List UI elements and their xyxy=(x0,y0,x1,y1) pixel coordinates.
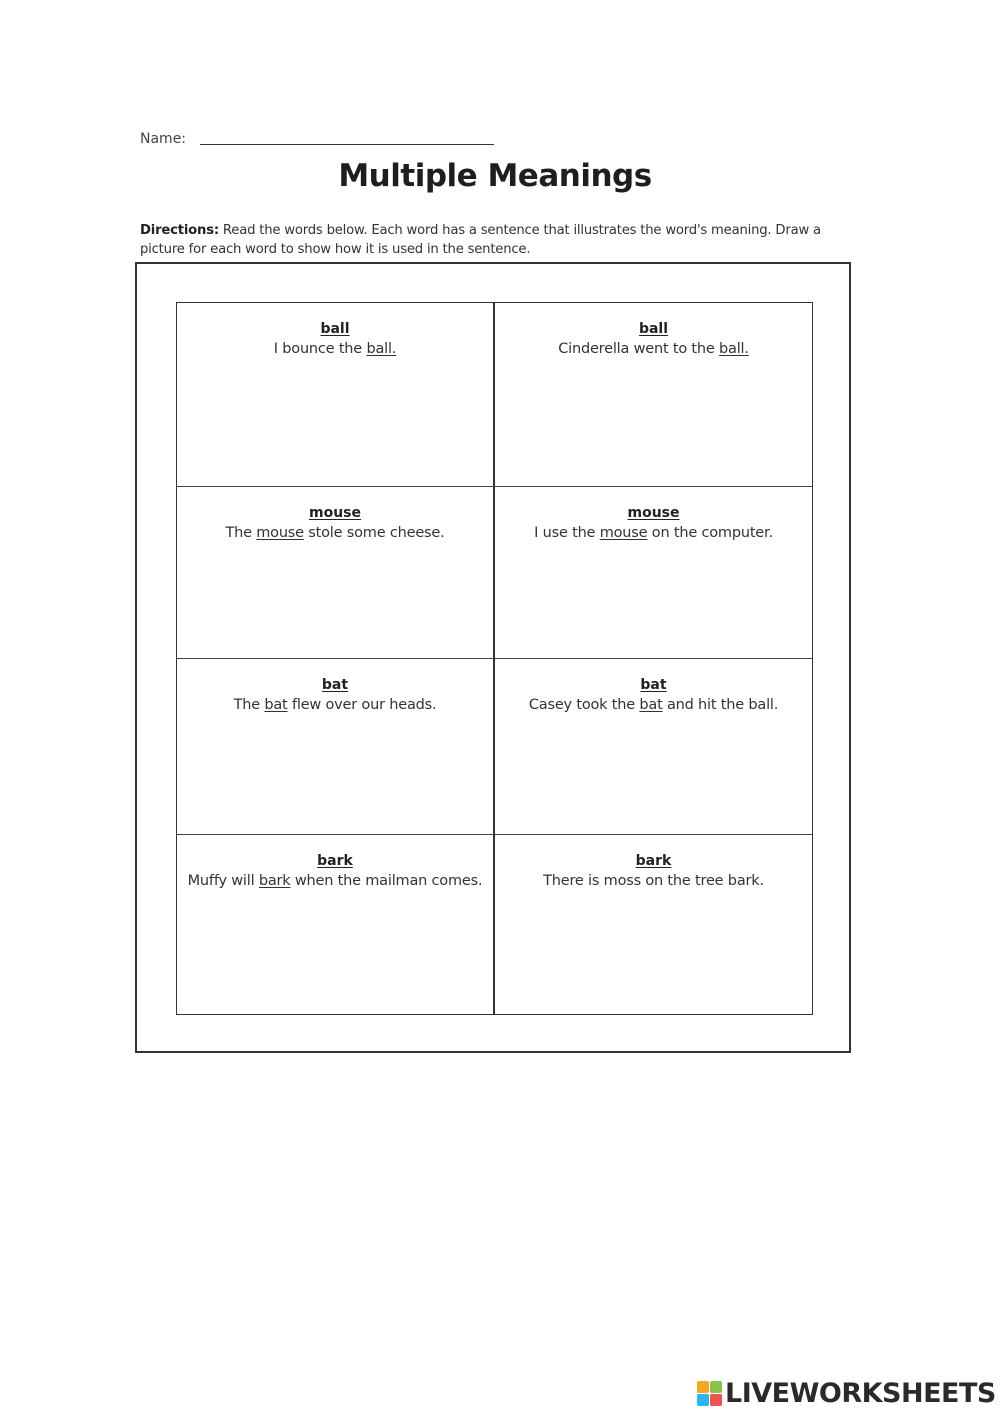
liveworksheets-brand xyxy=(697,1378,996,1409)
drawing-cell[interactable] xyxy=(495,659,812,835)
logo-square xyxy=(710,1394,722,1406)
drawing-cell[interactable] xyxy=(177,835,495,1014)
cell-word: bark xyxy=(317,853,353,869)
directions-text: Read the words below. Each word has a sentence that illustrates the word's meaning. Draw a picture for each word to show how it is used in the sentence. xyxy=(140,223,821,257)
directions-lead: Directions: xyxy=(140,223,219,238)
drawing-cell[interactable] xyxy=(177,659,495,835)
drawing-cell[interactable] xyxy=(495,835,812,1014)
cell-word: mouse xyxy=(627,505,680,521)
cell-sentence: There is moss on the tree bark. xyxy=(543,873,764,889)
cell-sentence: Cinderella went to the ball. xyxy=(558,341,749,357)
meanings-grid xyxy=(176,302,813,1015)
cell-sentence: Muffy will bark when the mailman comes. xyxy=(187,873,483,889)
cell-word: bat xyxy=(640,677,667,693)
cell-word: bark xyxy=(635,853,672,869)
drawing-cell[interactable] xyxy=(177,303,495,487)
cell-word: bat xyxy=(321,677,349,693)
directions xyxy=(140,221,840,259)
liveworksheets-logo-icon xyxy=(697,1381,722,1406)
cell-sentence: I bounce the ball. xyxy=(273,341,397,357)
cell-sentence: Casey took the bat and hit the ball. xyxy=(528,697,779,713)
cell-word: ball xyxy=(638,321,669,337)
drawing-cell[interactable] xyxy=(495,487,812,659)
logo-square xyxy=(697,1381,709,1393)
cell-sentence: The mouse stole some cheese. xyxy=(225,525,445,541)
page-title: Multiple Meanings xyxy=(338,158,652,194)
drawing-cell[interactable] xyxy=(495,303,812,487)
cell-word: ball xyxy=(320,321,350,337)
cell-word: mouse xyxy=(308,505,361,521)
logo-square xyxy=(697,1394,709,1406)
drawing-cell[interactable] xyxy=(177,487,495,659)
logo-square xyxy=(710,1381,722,1393)
cell-sentence: The bat flew over our heads. xyxy=(233,697,437,713)
name-label: Name: xyxy=(140,131,187,147)
name-input-line[interactable] xyxy=(200,144,494,145)
brand-text: LIVEWORKSHEETS xyxy=(725,1378,996,1409)
name-row xyxy=(140,131,494,147)
cell-sentence: I use the mouse on the computer. xyxy=(534,525,773,541)
